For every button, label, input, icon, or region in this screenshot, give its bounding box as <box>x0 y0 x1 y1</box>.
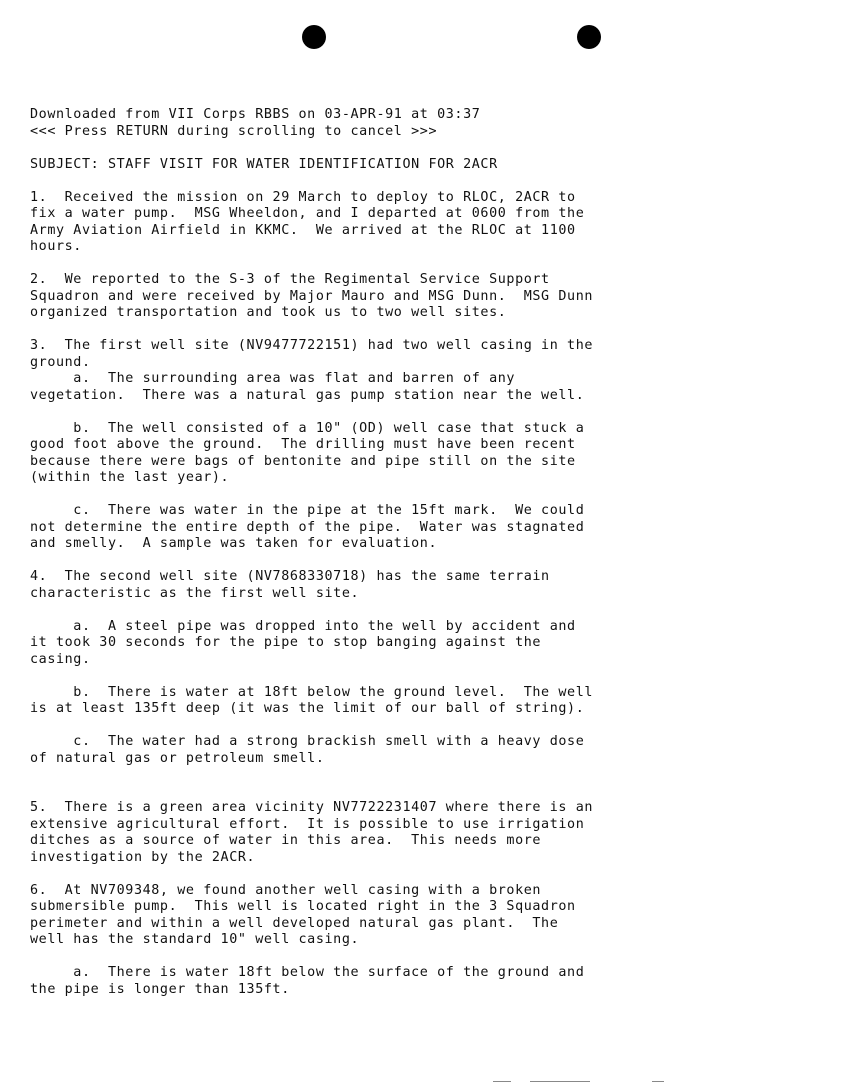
text-line: because there were bags of bentonite and pipe still on the site <box>30 453 576 469</box>
paragraph-4a <box>30 619 830 669</box>
scan-artifact <box>652 1081 664 1082</box>
text-line: a. There is water 18ft below the surface of the ground and <box>30 965 585 980</box>
text-line: (within the last year). <box>30 470 230 485</box>
text-line: fix a water pump. MSG Wheeldon, and I departed at 0600 from the <box>30 206 585 221</box>
paragraph-3b <box>30 421 830 487</box>
paragraph-3c <box>30 503 830 553</box>
press-return-line: <<< Press RETURN during scrolling to cancel >>> <box>30 123 438 139</box>
text-line: 1. Received the mission on 29 March to deploy to RLOC, 2ACR to <box>30 189 576 205</box>
blank-line <box>30 668 830 685</box>
blank-line <box>30 404 830 421</box>
text-line: 2. We reported to the S-3 of the Regimental Service Support <box>30 272 550 287</box>
paragraph-2 <box>30 272 830 322</box>
text-line: 6. At NV709348, we found another well casing with a broken <box>30 882 542 898</box>
blank-line <box>30 602 830 619</box>
scan-artifact <box>493 1081 511 1082</box>
blank-line <box>30 866 830 883</box>
text-line: a. A steel pipe was dropped into the well by accident and <box>30 618 576 634</box>
text-line: vegetation. There was a natural gas pump station near the well. <box>30 387 585 403</box>
text-line: ditches as a source of water in this area. This needs more <box>30 833 542 848</box>
text-line: good foot above the ground. The drilling must have been recent <box>30 437 576 452</box>
text-line: organized transportation and took us to two well sites. <box>30 305 507 320</box>
blank-line <box>30 553 830 570</box>
text-line: 3. The first well site (NV9477722151) had two well casing in the <box>30 338 594 353</box>
blank-line <box>30 718 830 735</box>
text-line: the pipe is longer than 135ft. <box>30 981 290 997</box>
blank-line <box>30 173 830 190</box>
paragraph-1 <box>30 190 830 256</box>
text-line: extensive agricultural effort. It is possible to use irrigation <box>30 816 585 832</box>
text-line: casing. <box>30 651 91 667</box>
text-line: of natural gas or petroleum smell. <box>30 750 325 766</box>
text-line: is at least 135ft deep (it was the limit of our ball of string). <box>30 701 585 716</box>
text-line: not determine the entire depth of the pipe. Water was stagnated <box>30 519 585 535</box>
blank-line <box>30 949 830 966</box>
blank-line <box>30 767 830 784</box>
document-text <box>30 107 830 998</box>
text-line: a. The surrounding area was flat and barren of any <box>30 371 516 386</box>
download-line: Downloaded from VII Corps RBBS on 03-APR-91 at 03:37 <box>30 107 481 122</box>
paragraph-6a <box>30 965 830 998</box>
blank-line <box>30 487 830 504</box>
punch-hole-left <box>302 25 326 49</box>
text-line: Army Aviation Airfield in KKMC. We arrived at the RLOC at 1100 <box>30 222 576 238</box>
paragraph-4 <box>30 569 830 602</box>
paragraph-4c <box>30 734 830 767</box>
blank-line <box>30 322 830 339</box>
paragraph-4b <box>30 685 830 718</box>
text-line: c. There was water in the pipe at the 15ft mark. We could <box>30 503 585 518</box>
text-line: 4. The second well site (NV7868330718) has the same terrain <box>30 569 550 584</box>
text-line: ground. <box>30 354 91 370</box>
blank-line <box>30 256 830 273</box>
text-line: well has the standard 10" well casing. <box>30 932 360 947</box>
text-line: b. There is water at 18ft below the ground level. The well <box>30 684 594 700</box>
paragraph-3 <box>30 338 830 404</box>
text-line: submersible pump. This well is located right in the 3 Squadron <box>30 899 576 914</box>
text-line: hours. <box>30 239 82 254</box>
text-line: and smelly. A sample was taken for evaluation. <box>30 536 438 551</box>
text-line: 5. There is a green area vicinity NV7722231407 where there is an <box>30 800 594 815</box>
punch-hole-right <box>577 25 601 49</box>
subject-line: SUBJECT: STAFF VISIT FOR WATER IDENTIFICATION FOR 2ACR <box>30 156 498 172</box>
paragraph-5 <box>30 800 830 866</box>
text-line: it took 30 seconds for the pipe to stop banging against the <box>30 635 542 650</box>
text-line: perimeter and within a well developed natural gas plant. The <box>30 915 559 931</box>
text-line: c. The water had a strong brackish smell with a heavy dose <box>30 734 585 749</box>
blank-line <box>30 140 830 157</box>
text-line: Squadron and were received by Major Mauro and MSG Dunn. MSG Dunn <box>30 288 594 304</box>
text-line: b. The well consisted of a 10" (OD) well case that stuck a <box>30 420 585 436</box>
blank-line <box>30 784 830 801</box>
scan-artifact <box>530 1081 590 1082</box>
text-line: characteristic as the first well site. <box>30 585 360 601</box>
paragraph-6 <box>30 883 830 949</box>
text-line: investigation by the 2ACR. <box>30 849 256 865</box>
